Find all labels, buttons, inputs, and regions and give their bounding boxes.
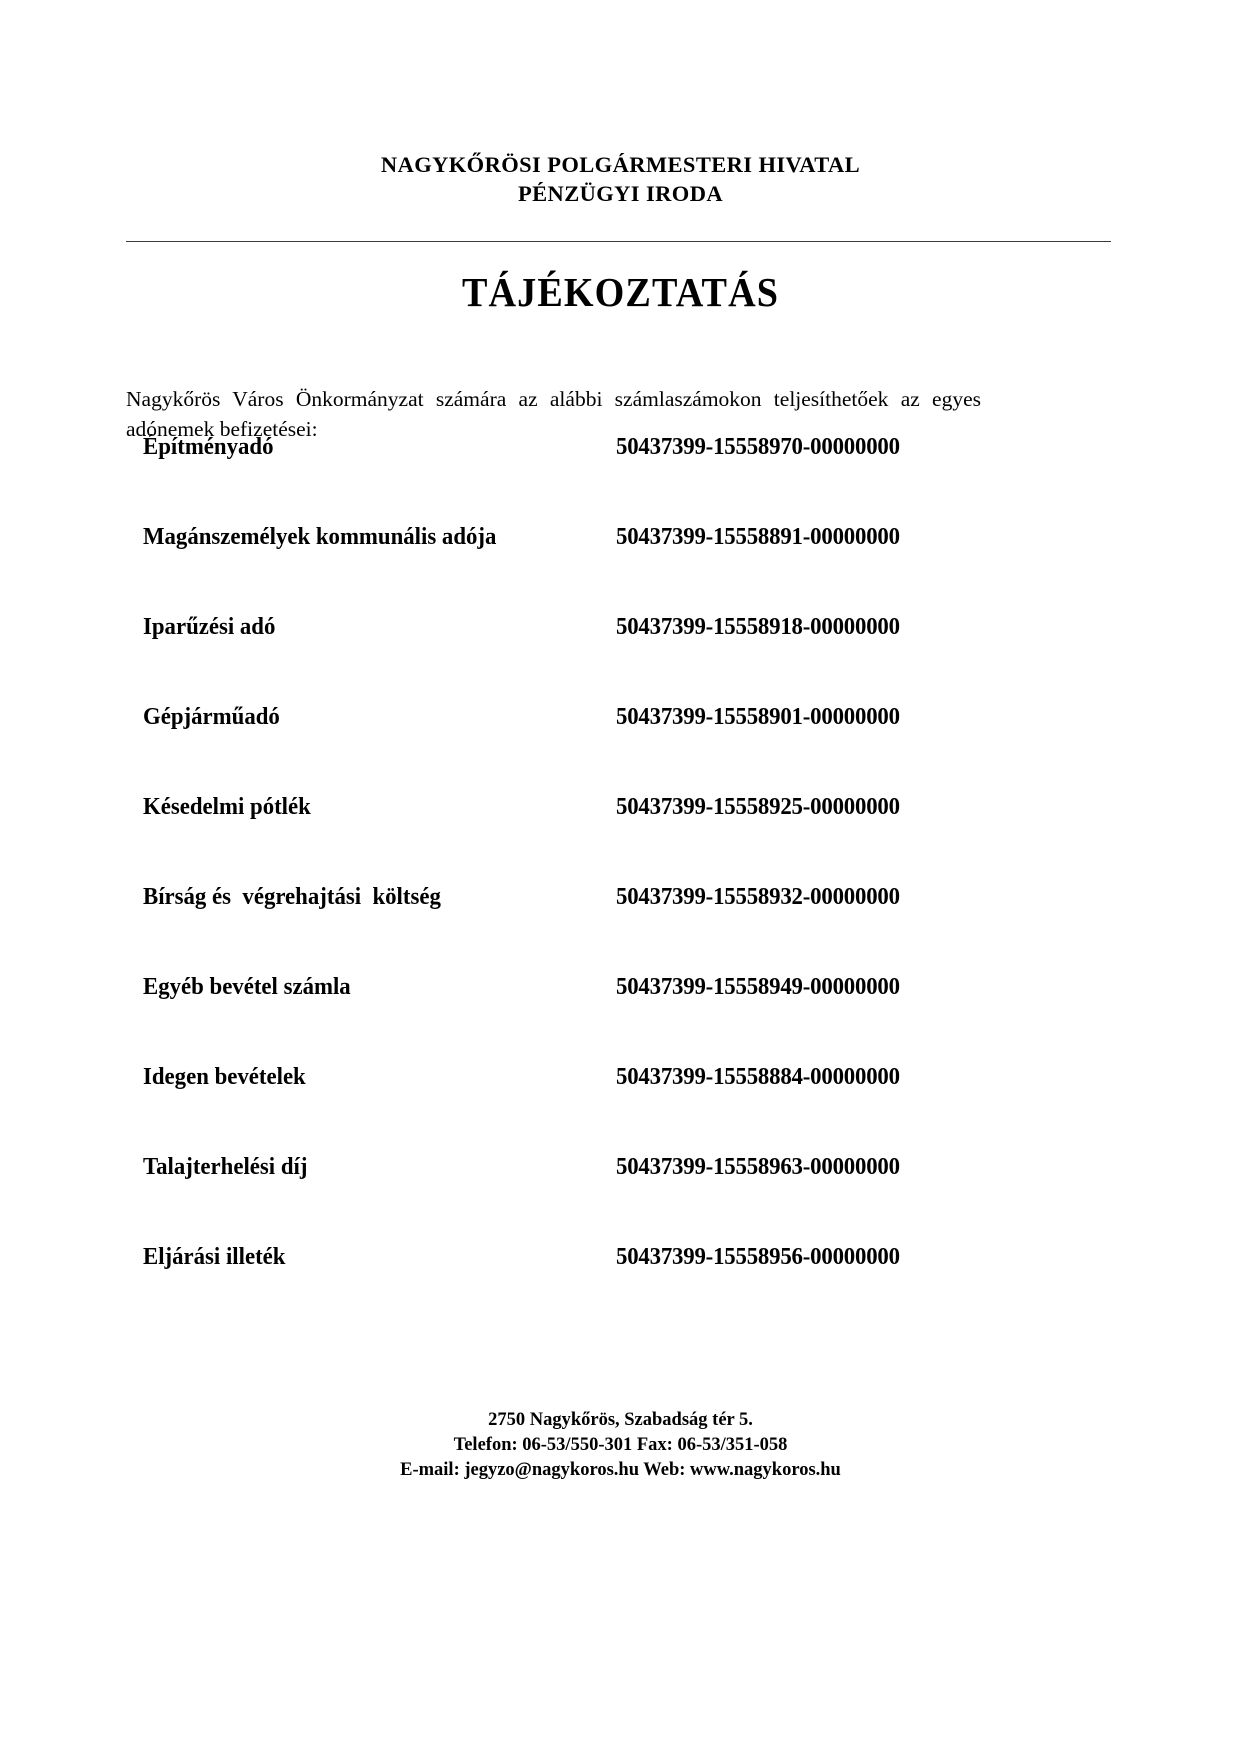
- account-number: 50437399-15558891-00000000: [616, 524, 900, 550]
- intro-paragraph: Nagykőrös Város Önkormányzat számára az alábbi számlaszámokon teljesíthetőek az egyes adónemek befizetései:: [126, 386, 981, 441]
- footer: [0, 1408, 1241, 1483]
- account-name: Iparűzési adó: [143, 614, 276, 640]
- account-list: [126, 432, 1111, 1332]
- account-number: 50437399-15558925-00000000: [616, 794, 900, 820]
- account-name: Magánszemélyek kommunális adója: [143, 524, 497, 550]
- account-number: 50437399-15558918-00000000: [616, 614, 900, 640]
- account-name: Bírság és végrehajtási költség: [143, 884, 441, 910]
- account-name: Gépjárműadó: [143, 704, 280, 730]
- account-row: [126, 972, 1111, 1062]
- account-name: Eljárási illeték: [143, 1244, 286, 1270]
- account-number: 50437399-15558901-00000000: [616, 704, 900, 730]
- department-name: PÉNZÜGYI IRODA: [518, 181, 723, 206]
- account-row: [126, 792, 1111, 882]
- footer-address: 2750 Nagykőrös, Szabadság tér 5.: [488, 1410, 753, 1430]
- account-name: Építményadó: [143, 434, 274, 460]
- account-name: Egyéb bevétel számla: [143, 974, 351, 1000]
- account-row: [126, 1062, 1111, 1152]
- account-row: [126, 702, 1111, 792]
- account-row: [126, 522, 1111, 612]
- account-row: [126, 1242, 1111, 1332]
- page-title: TÁJÉKOZTATÁS: [461, 269, 780, 315]
- header-divider: [126, 241, 1111, 242]
- organization-name: NAGYKŐRÖSI POLGÁRMESTERI HIVATAL: [380, 152, 861, 177]
- account-row: [126, 432, 1111, 522]
- account-row: [126, 612, 1111, 702]
- account-number: 50437399-15558949-00000000: [616, 974, 900, 1000]
- footer-contact: E-mail: jegyzo@nagykoros.hu Web: www.nagykoros.hu: [400, 1460, 841, 1480]
- account-name: Késedelmi pótlék: [143, 794, 311, 820]
- account-number: 50437399-15558884-00000000: [616, 1064, 900, 1090]
- account-name: Idegen bevételek: [143, 1064, 306, 1090]
- account-number: 50437399-15558932-00000000: [616, 884, 900, 910]
- footer-phone: Telefon: 06-53/550-301 Fax: 06-53/351-058: [453, 1435, 788, 1455]
- account-row: [126, 882, 1111, 972]
- letterhead: [0, 150, 1241, 208]
- account-row: [126, 1152, 1111, 1242]
- account-number: 50437399-15558963-00000000: [616, 1154, 900, 1180]
- account-name: Talajterhelési díj: [143, 1154, 308, 1180]
- account-number: 50437399-15558970-00000000: [616, 434, 900, 460]
- account-number: 50437399-15558956-00000000: [616, 1244, 900, 1270]
